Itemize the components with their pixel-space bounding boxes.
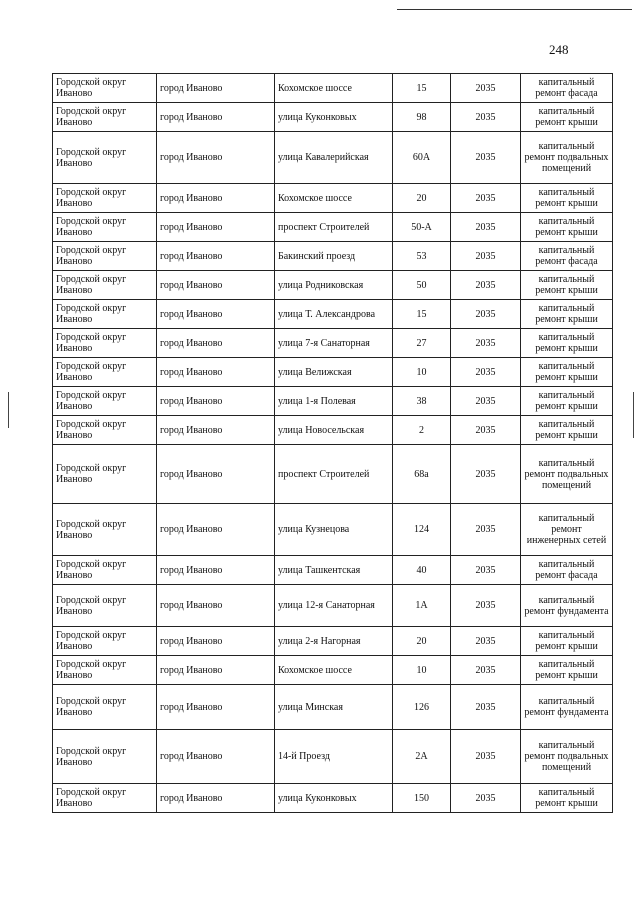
house-number-cell: 98: [393, 103, 451, 132]
street-cell: улица Кавалерийская: [275, 132, 393, 184]
table-row: [53, 213, 613, 242]
street-cell: улица Велижская: [275, 358, 393, 387]
year-cell: 2035: [451, 585, 521, 627]
city-cell: город Иваново: [157, 627, 275, 656]
house-number-cell: 150: [393, 784, 451, 813]
year-cell: 2035: [451, 132, 521, 184]
year-cell: 2035: [451, 74, 521, 103]
street-cell: Кохомское шоссе: [275, 184, 393, 213]
municipality-cell: Городской округ Иваново: [53, 387, 157, 416]
house-number-cell: 2А: [393, 730, 451, 784]
year-cell: 2035: [451, 300, 521, 329]
year-cell: 2035: [451, 213, 521, 242]
street-cell: улица 2-я Нагорная: [275, 627, 393, 656]
work-type-cell: капитальный ремонт фасада: [521, 556, 613, 585]
page-number: 248: [549, 42, 569, 57]
city-cell: город Иваново: [157, 556, 275, 585]
house-number-cell: 10: [393, 656, 451, 685]
work-type-cell: капитальный ремонт крыши: [521, 627, 613, 656]
year-cell: 2035: [451, 329, 521, 358]
year-cell: 2035: [451, 387, 521, 416]
city-cell: город Иваново: [157, 74, 275, 103]
house-number-cell: 60А: [393, 132, 451, 184]
city-cell: город Иваново: [157, 784, 275, 813]
house-number-cell: 10: [393, 358, 451, 387]
city-cell: город Иваново: [157, 358, 275, 387]
municipality-cell: Городской округ Иваново: [53, 627, 157, 656]
municipality-cell: Городской округ Иваново: [53, 213, 157, 242]
table-row: [53, 445, 613, 504]
city-cell: город Иваново: [157, 242, 275, 271]
municipality-cell: Городской округ Иваново: [53, 445, 157, 504]
municipality-cell: Городской округ Иваново: [53, 74, 157, 103]
house-number-cell: 38: [393, 387, 451, 416]
street-cell: проспект Строителей: [275, 445, 393, 504]
street-cell: улица 12-я Санаторная: [275, 585, 393, 627]
street-cell: Кохомское шоссе: [275, 656, 393, 685]
municipality-cell: Городской округ Иваново: [53, 556, 157, 585]
house-number-cell: 126: [393, 685, 451, 730]
year-cell: 2035: [451, 730, 521, 784]
table-row: [53, 242, 613, 271]
year-cell: 2035: [451, 627, 521, 656]
year-cell: 2035: [451, 184, 521, 213]
house-number-cell: 53: [393, 242, 451, 271]
work-type-cell: капитальный ремонт фасада: [521, 74, 613, 103]
street-cell: улица Кузнецова: [275, 504, 393, 556]
city-cell: город Иваново: [157, 387, 275, 416]
work-type-cell: капитальный ремонт подвальных помещений: [521, 445, 613, 504]
work-type-cell: капитальный ремонт фундамента: [521, 685, 613, 730]
scan-mark-left: [8, 392, 9, 428]
table-row: [53, 656, 613, 685]
city-cell: город Иваново: [157, 271, 275, 300]
street-cell: улица 7-я Санаторная: [275, 329, 393, 358]
street-cell: улица 1-я Полевая: [275, 387, 393, 416]
street-cell: Бакинский проезд: [275, 242, 393, 271]
street-cell: улица Куконковых: [275, 784, 393, 813]
table-body: [53, 74, 613, 813]
municipality-cell: Городской округ Иваново: [53, 416, 157, 445]
work-type-cell: капитальный ремонт фасада: [521, 242, 613, 271]
city-cell: город Иваново: [157, 103, 275, 132]
city-cell: город Иваново: [157, 504, 275, 556]
city-cell: город Иваново: [157, 416, 275, 445]
city-cell: город Иваново: [157, 213, 275, 242]
year-cell: 2035: [451, 656, 521, 685]
table-row: [53, 556, 613, 585]
table-row: [53, 184, 613, 213]
house-number-cell: 124: [393, 504, 451, 556]
year-cell: 2035: [451, 556, 521, 585]
table-row: [53, 685, 613, 730]
table-row: [53, 271, 613, 300]
house-number-cell: 50-А: [393, 213, 451, 242]
city-cell: город Иваново: [157, 445, 275, 504]
table-row: [53, 358, 613, 387]
city-cell: город Иваново: [157, 329, 275, 358]
city-cell: город Иваново: [157, 184, 275, 213]
house-number-cell: 40: [393, 556, 451, 585]
house-number-cell: 20: [393, 627, 451, 656]
municipality-cell: Городской округ Иваново: [53, 132, 157, 184]
work-type-cell: капитальный ремонт крыши: [521, 103, 613, 132]
municipality-cell: Городской округ Иваново: [53, 184, 157, 213]
municipality-cell: Городской округ Иваново: [53, 358, 157, 387]
house-number-cell: 2: [393, 416, 451, 445]
year-cell: 2035: [451, 685, 521, 730]
municipality-cell: Городской округ Иваново: [53, 103, 157, 132]
street-cell: улица Куконковых: [275, 103, 393, 132]
table-row: [53, 103, 613, 132]
table-row: [53, 132, 613, 184]
municipality-cell: Городской округ Иваново: [53, 730, 157, 784]
work-type-cell: капитальный ремонт крыши: [521, 271, 613, 300]
house-number-cell: 50: [393, 271, 451, 300]
street-cell: улица Ташкентская: [275, 556, 393, 585]
municipality-cell: Городской округ Иваново: [53, 242, 157, 271]
year-cell: 2035: [451, 504, 521, 556]
municipality-cell: Городской округ Иваново: [53, 585, 157, 627]
work-type-cell: капитальный ремонт крыши: [521, 358, 613, 387]
work-type-cell: капитальный ремонт крыши: [521, 329, 613, 358]
table-row: [53, 387, 613, 416]
table-row: [53, 627, 613, 656]
year-cell: 2035: [451, 416, 521, 445]
street-cell: 14-й Проезд: [275, 730, 393, 784]
municipality-cell: Городской округ Иваново: [53, 329, 157, 358]
work-type-cell: капитальный ремонт крыши: [521, 656, 613, 685]
year-cell: 2035: [451, 271, 521, 300]
work-type-cell: капитальный ремонт фундамента: [521, 585, 613, 627]
work-type-cell: капитальный ремонт крыши: [521, 300, 613, 329]
city-cell: город Иваново: [157, 585, 275, 627]
municipality-cell: Городской округ Иваново: [53, 271, 157, 300]
street-cell: улица Минская: [275, 685, 393, 730]
scan-mark-right: [633, 392, 634, 438]
table-row: [53, 329, 613, 358]
year-cell: 2035: [451, 242, 521, 271]
work-type-cell: капитальный ремонт инженерных сетей: [521, 504, 613, 556]
municipality-cell: Городской округ Иваново: [53, 685, 157, 730]
work-type-cell: капитальный ремонт подвальных помещений: [521, 730, 613, 784]
table-row: [53, 730, 613, 784]
work-type-cell: капитальный ремонт подвальных помещений: [521, 132, 613, 184]
house-number-cell: 20: [393, 184, 451, 213]
street-cell: улица Родниковская: [275, 271, 393, 300]
work-type-cell: капитальный ремонт крыши: [521, 416, 613, 445]
year-cell: 2035: [451, 445, 521, 504]
city-cell: город Иваново: [157, 132, 275, 184]
city-cell: город Иваново: [157, 730, 275, 784]
city-cell: город Иваново: [157, 300, 275, 329]
table-row: [53, 416, 613, 445]
city-cell: город Иваново: [157, 656, 275, 685]
housing-repair-table: [52, 73, 613, 813]
top-rule: [397, 9, 632, 10]
table-row: [53, 784, 613, 813]
year-cell: 2035: [451, 358, 521, 387]
street-cell: улица Т. Александрова: [275, 300, 393, 329]
work-type-cell: капитальный ремонт крыши: [521, 387, 613, 416]
house-number-cell: 27: [393, 329, 451, 358]
street-cell: улица Новосельская: [275, 416, 393, 445]
municipality-cell: Городской округ Иваново: [53, 300, 157, 329]
municipality-cell: Городской округ Иваново: [53, 504, 157, 556]
city-cell: город Иваново: [157, 685, 275, 730]
street-cell: проспект Строителей: [275, 213, 393, 242]
municipality-cell: Городской округ Иваново: [53, 656, 157, 685]
street-cell: Кохомское шоссе: [275, 74, 393, 103]
table-row: [53, 74, 613, 103]
table-row: [53, 300, 613, 329]
year-cell: 2035: [451, 784, 521, 813]
table-row: [53, 585, 613, 627]
house-number-cell: 15: [393, 74, 451, 103]
municipality-cell: Городской округ Иваново: [53, 784, 157, 813]
house-number-cell: 15: [393, 300, 451, 329]
year-cell: 2035: [451, 103, 521, 132]
table-row: [53, 504, 613, 556]
work-type-cell: капитальный ремонт крыши: [521, 784, 613, 813]
work-type-cell: капитальный ремонт крыши: [521, 213, 613, 242]
house-number-cell: 1А: [393, 585, 451, 627]
house-number-cell: 68а: [393, 445, 451, 504]
work-type-cell: капитальный ремонт крыши: [521, 184, 613, 213]
